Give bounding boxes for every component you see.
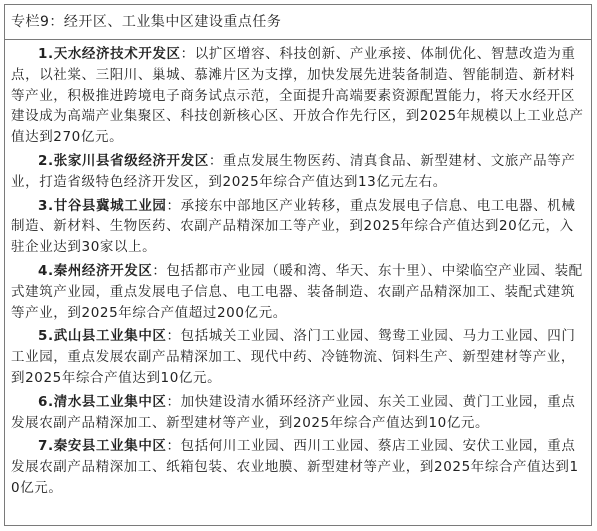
task-item-3: [11, 196, 585, 258]
task-item-2: [11, 151, 585, 193]
task-item-text: ：包括城关工业园、洛门工业园、鸳鸯工业园、马力工业园、四门工业园，重点发展农副产品精深加工、现代中药、冷链物流、饲料生产、新型建材等产业，到2025年综合产值达到10亿元。: [11, 328, 576, 386]
task-item-1: [11, 44, 585, 148]
task-item-7: [11, 436, 585, 498]
task-item-5: [11, 326, 585, 388]
table-title: 专栏9：经开区、工业集中区建设重点任务: [11, 14, 282, 30]
task-item-title: 2.张家川县省级经济开发区: [38, 152, 209, 169]
table-body: [5, 40, 591, 499]
task-item-text: ：包括都市产业园（暖和湾、华天、东十里）、中梁临空产业园、装配式建筑产业园，重点发展电子信息、电工电器、装备制造、农副产品精深加工、装配式建筑等产业，到2025年综合产值超过200亿元。: [11, 262, 583, 321]
task-item-title: 6.清水县工业集中区: [38, 393, 167, 410]
task-item-title: 5.武山县工业集中区: [38, 328, 167, 345]
task-item-title: 1.天水经济技术开发区: [38, 46, 181, 62]
task-item-text: ：承接东中部地区产业转移，重点发展电子信息、电工电器、机械制造、新材料、生物医药、农副产品精深加工等产业，到2025年综合产值达到20亿元，入驻企业达到30家以上。: [11, 197, 576, 256]
task-table: [4, 4, 592, 526]
task-item-title: 7.秦安县工业集中区: [38, 438, 167, 455]
task-item-6: [11, 392, 585, 434]
table-header: [5, 5, 591, 40]
task-item-title: 4.秦州经济开发区: [38, 262, 153, 279]
task-item-text: ：以扩区增容、科技创新、产业承接、体制优化、智慧改造为重点，以社棠、三阳川、巢城、慕滩片区为支撑，加快发展先进装备制造、智能制造、新材料等产业，积极推进跨境电子商务试点示范，全面提升高端要素资源配置能力，将天水经开区建设成为高端产业集聚区、科技创新核心区、开放合作先行区，到2025年规模以上工业总产值达到270亿元。: [11, 46, 584, 146]
task-item-text: ：重点发展生物医药、清真食品、新型建材、文旅产品等产业，打造省级特色经济开发区，到2025年综合产值达到13亿元左右。: [11, 152, 576, 190]
task-item-text: ：包括何川工业园、西川工业园、蔡店工业园、安伏工业园，重点发展农副产品精深加工、纸箱包装、农业地膜、新型建材等产业，到2025年综合产值达到10亿元。: [11, 438, 579, 496]
task-item-4: [11, 261, 585, 323]
task-item-text: ：加快建设清水循环经济产业园、东关工业园、黄门工业园，重点发展农副产品精深加工、新型建材等产业，到2025年综合产值达到10亿元。: [11, 393, 576, 431]
task-item-title: 3.甘谷县冀城工业园: [38, 197, 167, 214]
